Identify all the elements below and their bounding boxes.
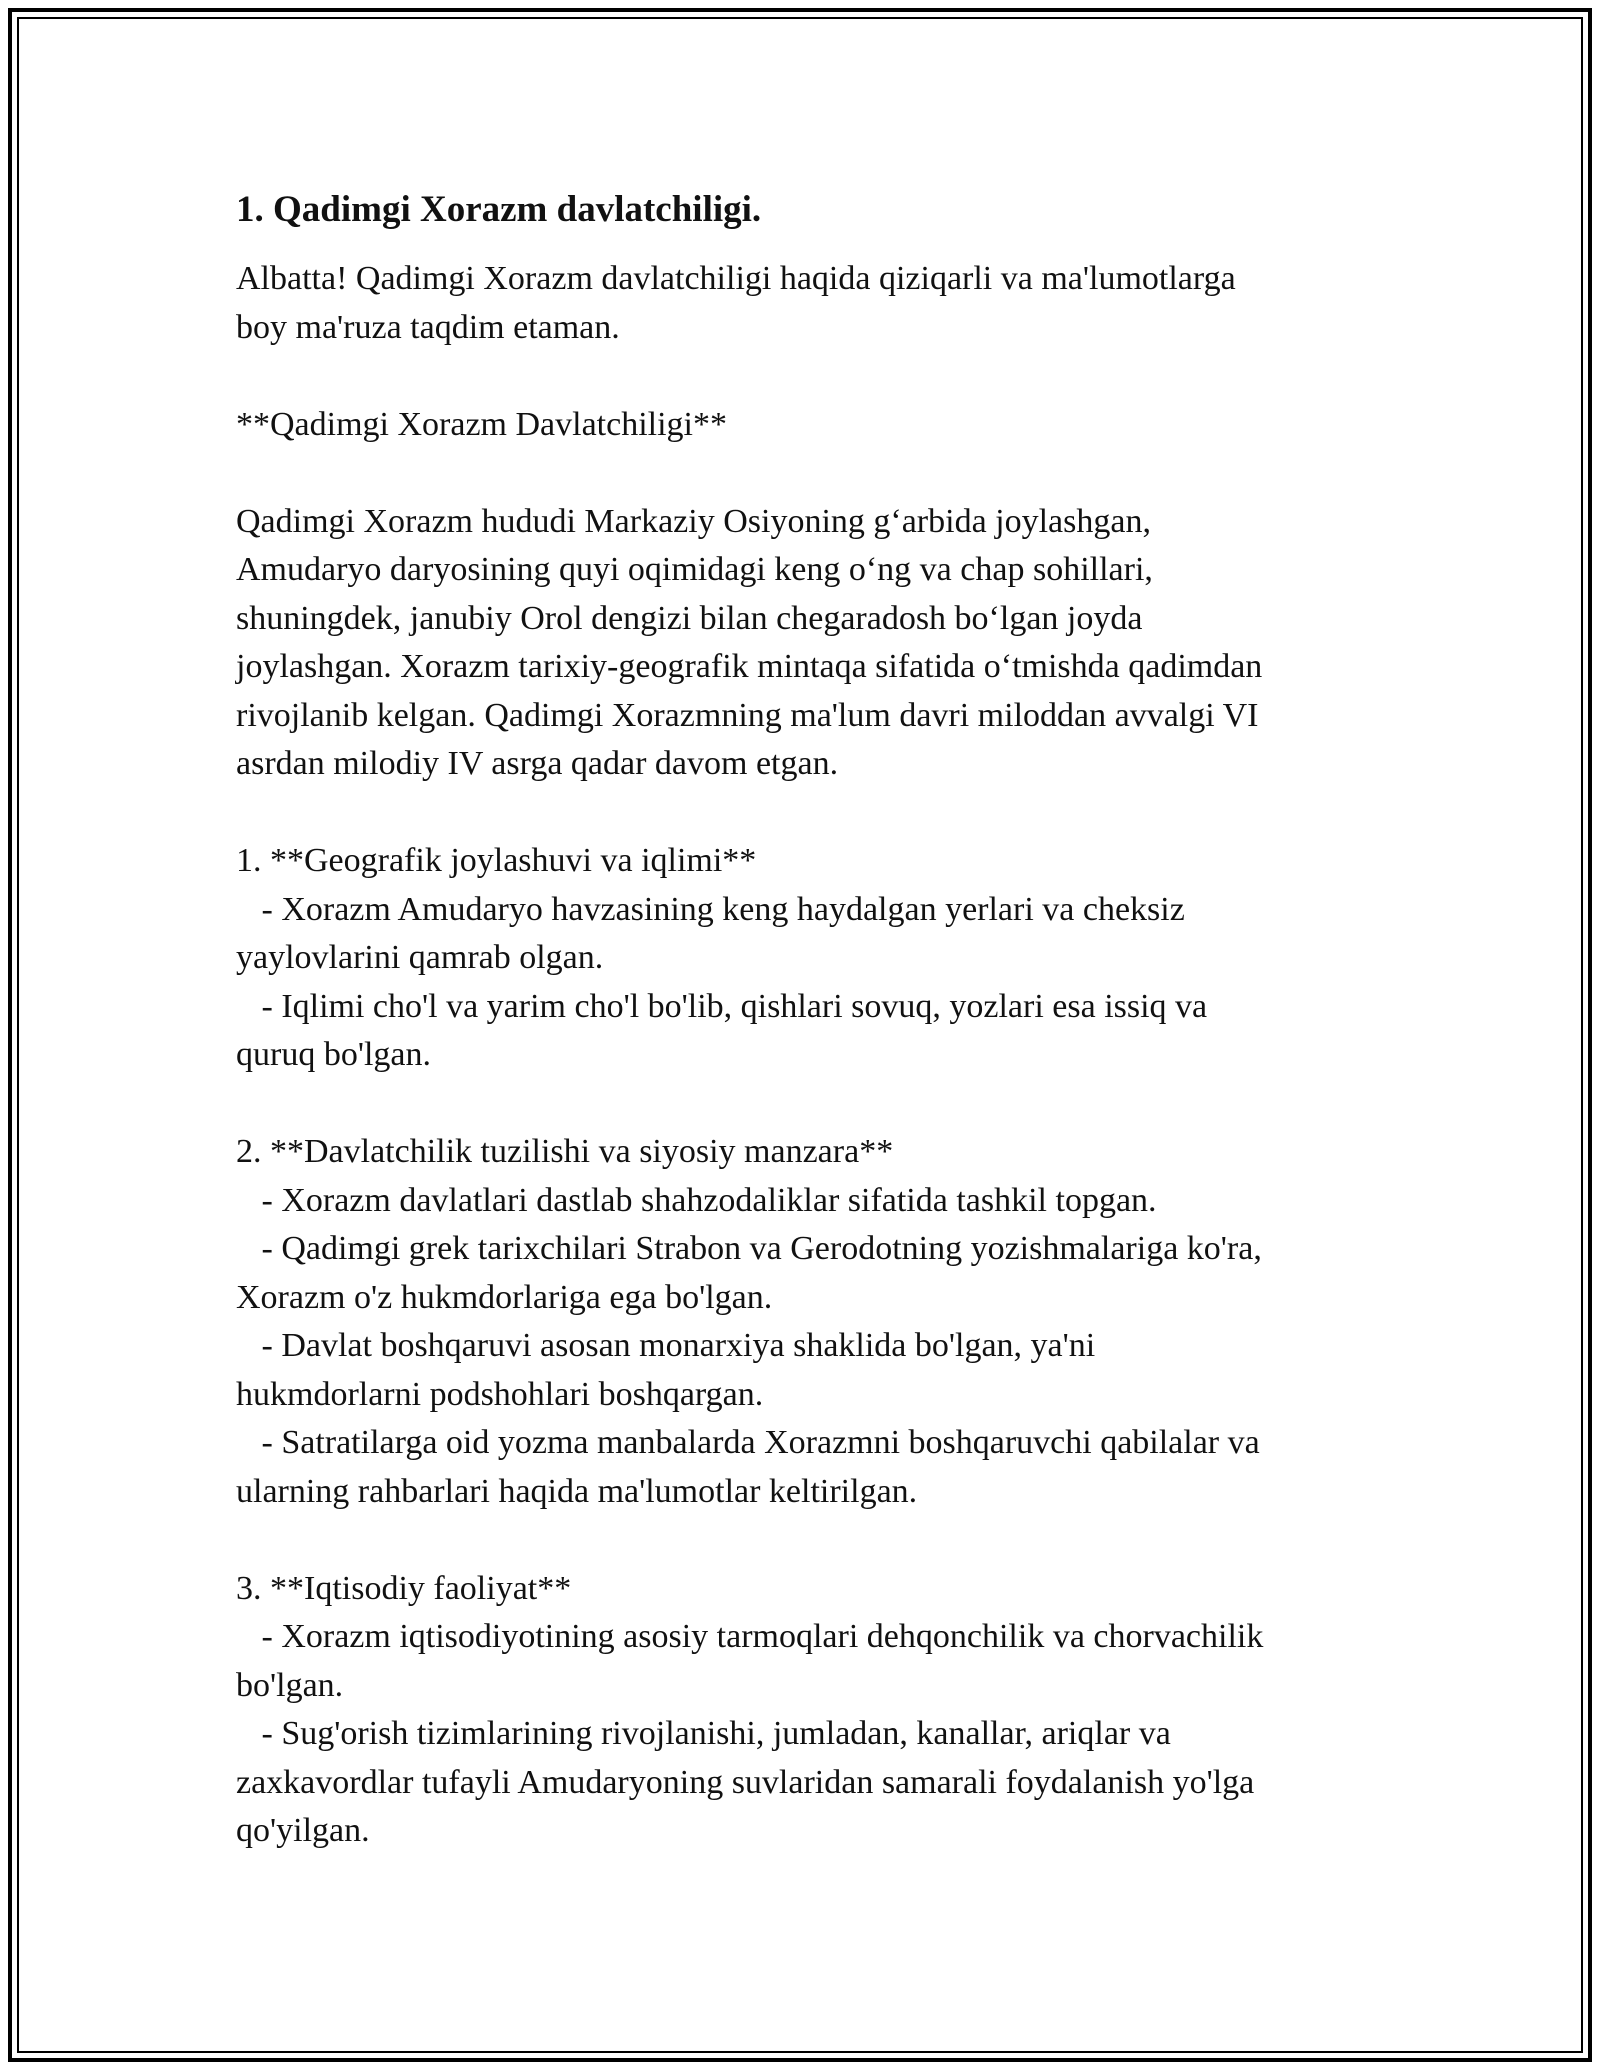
text-line: bo'lgan. — [236, 1666, 344, 1704]
text-line: - Sug'orish tizimlarining rivojlanishi, jumladan, kanallar, ariqlar va — [236, 1715, 1171, 1752]
text-line: - Qadimgi grek tarixchilari Strabon va Gerodotning yozishmalariga ko'ra, — [236, 1230, 1262, 1267]
blank-line — [236, 1080, 1366, 1129]
text-line: Albatta! Qadimgi Xorazm davlatchiligi haqida qiziqarli va ma'lumotlarga — [236, 260, 1236, 297]
text-line: Amudaryo daryosining quyi oqimidagi keng o‘ng va chap sohillari, — [236, 551, 1153, 588]
intro-paragraph — [236, 255, 1366, 352]
section-title: 2. **Davlatchilik tuzilishi va siyosiy manzara** — [236, 1133, 894, 1170]
text-line: ularning rahbarlari haqida ma'lumotlar keltirilgan. — [236, 1472, 918, 1510]
text-line: - Xorazm iqtisodiyotining asosiy tarmoqlari dehqonchilik va chorvachilik — [236, 1618, 1264, 1655]
text-line: - Satratilarga oid yozma manbalarda Xorazmni boshqaruvchi qabilalar va — [236, 1424, 1260, 1461]
text-line: rivojlanib kelgan. Qadimgi Xorazmning ma'lum davri miloddan avvalgi VI — [236, 696, 1259, 734]
text-line: shuningdek, janubiy Orol dengizi bilan chegaradosh bo‘lgan joyda — [236, 599, 1143, 637]
text-line: - Xorazm Amudaryo havzasining keng haydalgan yerlari va cheksiz — [236, 890, 1185, 928]
text-line: Xorazm o'z hukmdorlariga ega bo'lgan. — [236, 1278, 773, 1316]
text-line: yaylovlarini qamrab olgan. — [236, 939, 604, 976]
document-body — [236, 186, 1366, 1856]
document-heading: 1. Qadimgi Xorazm davlatchiligi. — [236, 189, 762, 230]
document-text — [236, 255, 1366, 1856]
text-line: hukmdorlarni podshohlari boshqargan. — [236, 1375, 764, 1413]
blank-line — [236, 449, 1366, 498]
overview-paragraph — [236, 498, 1366, 789]
text-line: - Xorazm davlatlari dastlab shahzodaliklar sifatida tashkil topgan. — [236, 1181, 1157, 1219]
section-statehood — [236, 1128, 1366, 1516]
text-line: quruq bo'lgan. — [236, 1036, 431, 1073]
text-line: zaxkavordlar tufayli Amudaryoning suvlaridan samarali foydalanish yo'lga — [236, 1763, 1255, 1801]
section-geography — [236, 837, 1366, 1080]
section-title: 3. **Iqtisodiy faoliyat** — [236, 1569, 572, 1607]
blank-line — [236, 352, 1366, 401]
document-subtitle: **Qadimgi Xorazm Davlatchiligi** — [236, 405, 727, 443]
section-economy — [236, 1565, 1366, 1856]
blank-line — [236, 1516, 1366, 1565]
text-line: Qadimgi Xorazm hududi Markaziy Osiyoning g‘arbida joylashgan, — [236, 502, 1151, 540]
text-line: asrdan milodiy IV asrga qadar davom etgan. — [236, 745, 839, 782]
text-line: - Davlat boshqaruvi asosan monarxiya shaklida bo'lgan, ya'ni — [236, 1327, 1096, 1364]
blank-line — [236, 789, 1366, 838]
section-title: 1. **Geografik joylashuvi va iqlimi** — [236, 842, 757, 879]
text-line: - Iqlimi cho'l va yarim cho'l bo'lib, qishlari sovuq, yozlari esa issiq va — [236, 987, 1208, 1025]
text-line: joylashgan. Xorazm tarixiy-geografik mintaqa sifatida o‘tmishda qadimdan — [236, 648, 1263, 685]
text-line: qo'yilgan. — [236, 1812, 370, 1849]
text-line: boy ma'ruza taqdim etaman. — [236, 308, 620, 346]
